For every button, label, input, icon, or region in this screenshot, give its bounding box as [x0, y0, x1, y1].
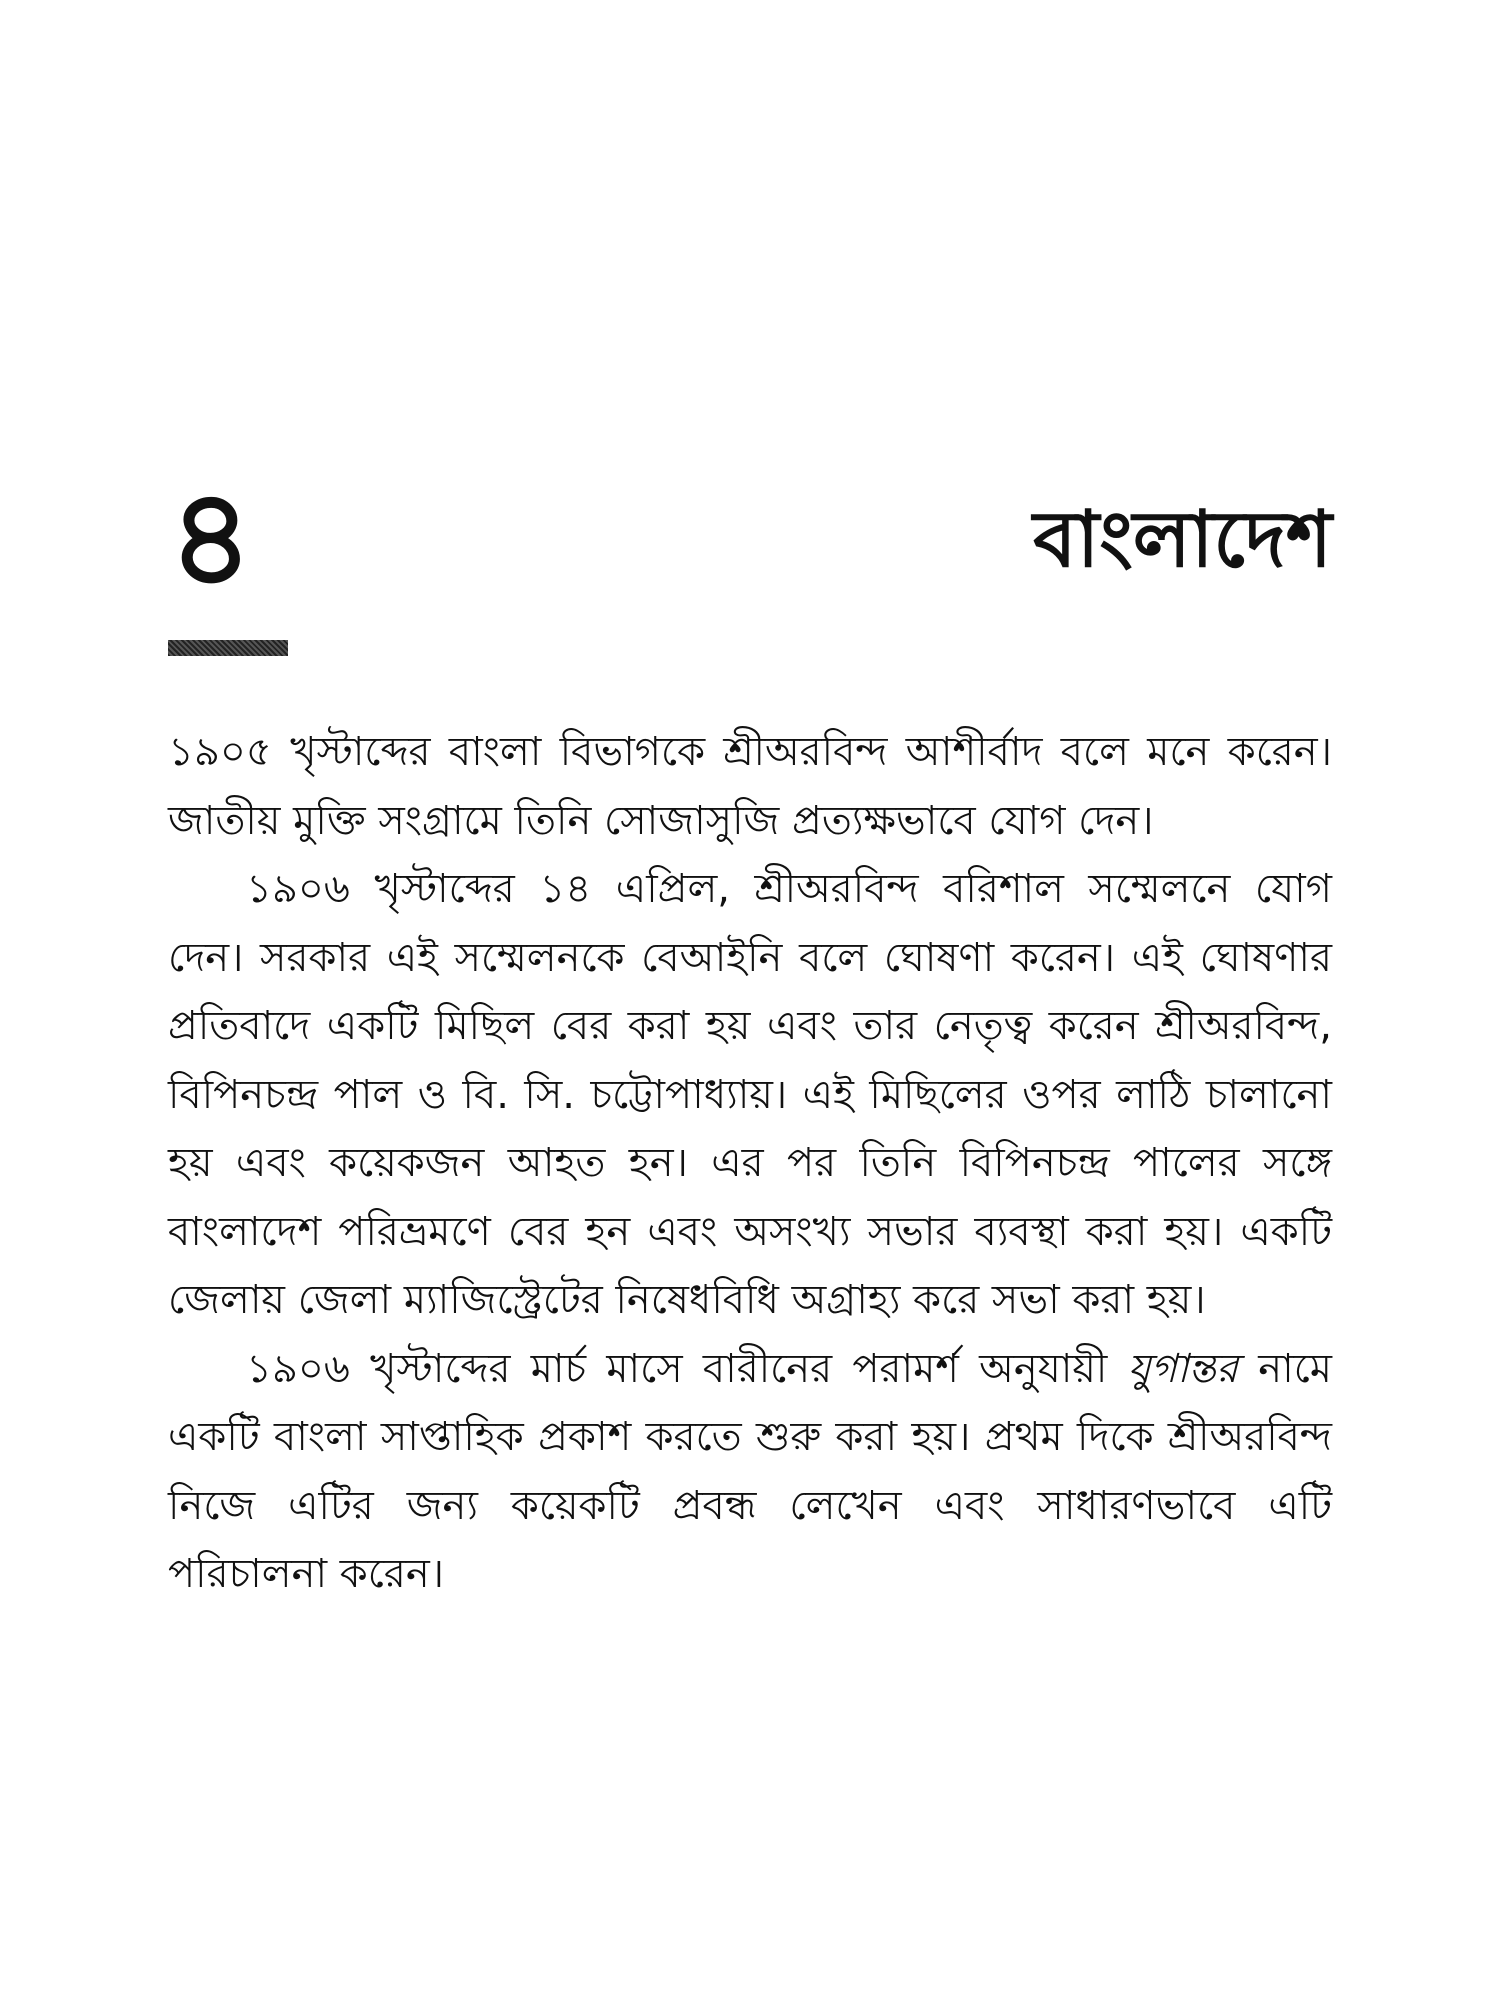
- paragraph-1: ১৯০৫ খৃস্টাব্দের বাংলা বিভাগকে শ্রীঅরবিন্দ আশীর্বাদ বলে মনে করেন। জাতীয় মুক্তি সংগ্রামে তিনি সোজাসুজি প্রত্যক্ষভাবে যোগ দেন।: [168, 729, 1332, 844]
- chapter-rule: [168, 640, 288, 656]
- chapter-title: বাংলাদেশ: [1033, 495, 1332, 585]
- paragraph-3-end: নামে একটি বাংলা সাপ্তাহিক প্রকাশ করতে শুরু করা হয়। প্রথম দিকে শ্রীঅরবিন্দ নিজে এটির জন্য কয়েকটি প্রবন্ধ লেখেন এবং সাধারণভাবে এটি পরিচালনা করেন।: [168, 1345, 1332, 1597]
- paragraph-3-start: ১৯০৬ খৃস্টাব্দের মার্চ মাসে বারীনের পরামর্শ অনুযায়ী: [246, 1345, 1128, 1392]
- chapter-number: ৪: [168, 460, 254, 615]
- body-text: [168, 718, 1332, 1609]
- newspaper-title: যুগান্তর: [1127, 1345, 1239, 1392]
- paragraph-2: ১৯০৬ খৃস্টাব্দের ১৪ এপ্রিল, শ্রীঅরবিন্দ বরিশাল সম্মেলনে যোগ দেন। সরকার এই সম্মেলনকে বেআইনি বলে ঘোষণা করেন। এই ঘোষণার প্রতিবাদে একটি মিছিল বের করা হয় এবং তার নেতৃত্ব করেন শ্রীঅরবিন্দ, বিপিনচন্দ্র পাল ও বি. সি. চট্টোপাধ্যায়। এই মিছিলের ওপর লাঠি চালানো হয় এবং কয়েকজন আহত হন। এর পর তিনি বিপিনচন্দ্র পালের সঙ্গে বাংলাদেশ পরিভ্রমণে বের হন এবং অসংখ্য সভার ব্যবস্থা করা হয়। একটি জেলায় জেলা ম্যাজিস্ট্রেটের নিষেধবিধি অগ্রাহ্য করে সভা করা হয়।: [168, 866, 1332, 1323]
- paragraph-3: [168, 1335, 1332, 1609]
